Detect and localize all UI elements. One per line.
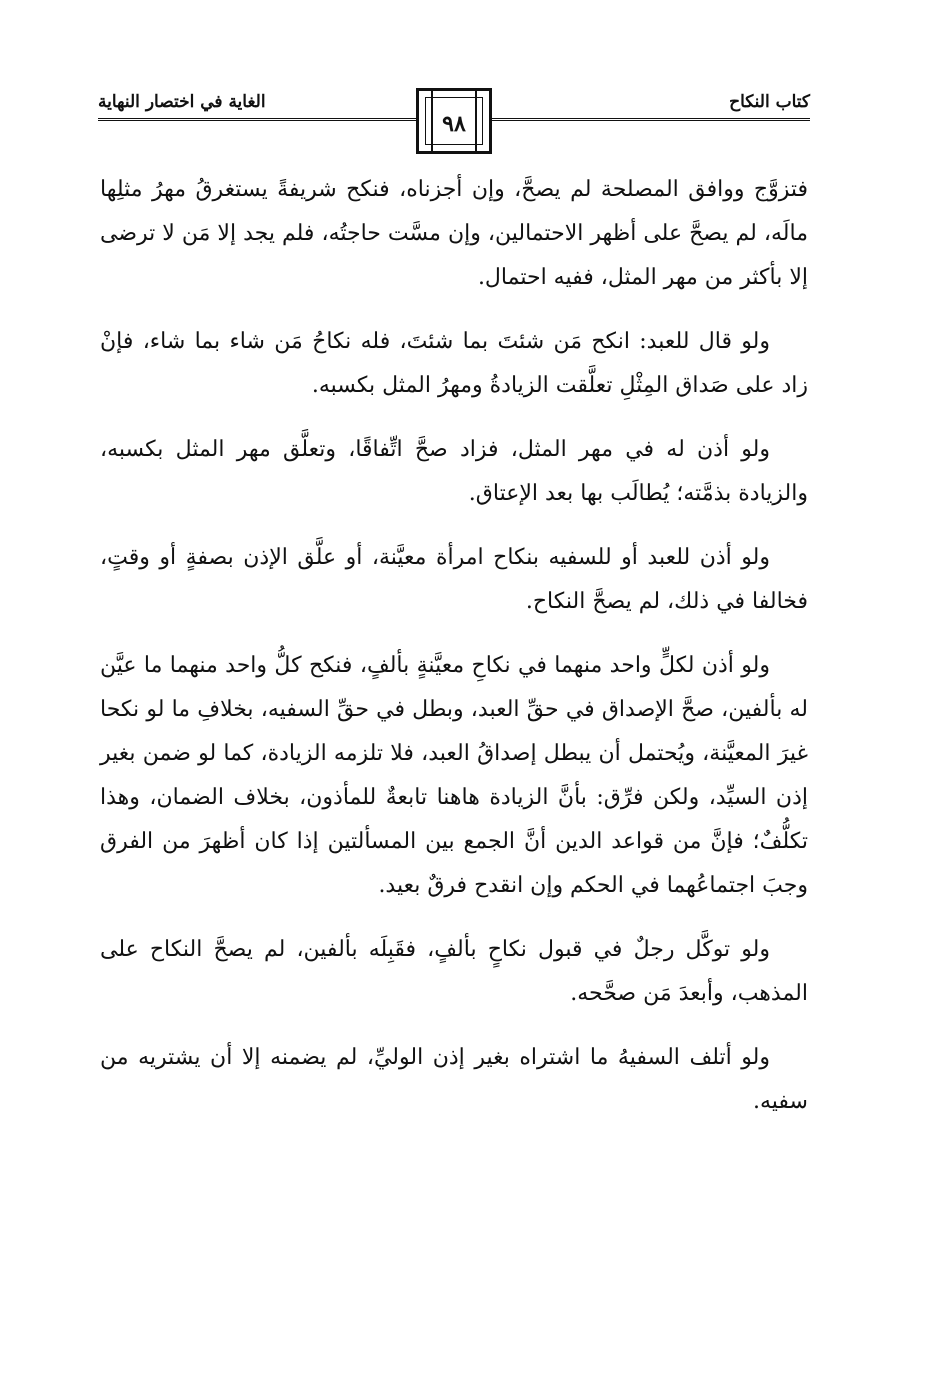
page-number: ٩٨: [442, 111, 466, 137]
paragraph-6: ولو توكَّل رجلٌ في قبول نكاحٍ بألفٍ، فقَبِلَه بألفين، لم يصحَّ النكاح على المذهب، وأبعدَ مَن صحَّحه.: [100, 937, 808, 1006]
chapter-title: كتاب النكاح: [729, 92, 810, 112]
page-body: [100, 168, 808, 1144]
paragraph-2: ولو قال للعبد: انكح مَن شئتَ بما شئتَ، فله نكاحُ مَن شاء بما شاء، فإنْ زاد على صَداق المِثْلِ تعلَّقت الزيادةُ ومهرُ المثل بكسبه.: [100, 329, 808, 398]
paragraph-4: ولو أذن للعبد أو للسفيه بنكاح امرأة معيَّنة، أو علَّق الإذن بصفةٍ أو وقتٍ، فخالفا في ذلك، لم يصحَّ النكاح.: [100, 545, 808, 614]
paragraph-3: ولو أذن له في مهر المثل، فزاد صحَّ اتِّفاقًا، وتعلَّق مهر المثل بكسبه، والزيادة بذمَّته؛ يُطالَب بها بعد الإعتاق.: [100, 437, 808, 506]
page-number-frame: [416, 88, 492, 154]
book-title: الغاية في اختصار النهاية: [98, 92, 266, 112]
header-rule-right: [492, 118, 810, 121]
paragraph-1: فتزوَّج ووافق المصلحة لم يصحَّ، وإن أجزناه، فنكح شريفةً يستغرقُ مهرُ مثلِها مالَه، لم يصحَّ على أظهر الاحتمالين، وإن مسَّت حاجتُه، فلم يجد إلا مَن لا ترضى إلا بأكثر من مهر المثل، ففيه احتمال.: [100, 177, 808, 290]
page-header: [98, 88, 810, 158]
paragraph-5: ولو أذن لكلٍّ واحد منهما في نكاحِ معيَّنةٍ بألفٍ، فنكح كلُّ واحد منهما ما عيَّن له بألفين، صحَّ الإصداق في حقِّ العبد، وبطل في حقِّ السفيه، بخلافِ ما لو نكحا غيرَ المعيَّنة، ويُحتمل أن يبطل إصداقُ العبد، فلا تلزمه الزيادة، كما لو ضمن بغير إذن السيِّد، ولكن فرِّق: بأنَّ الزيادة هاهنا تابعةٌ للمأذون، بخلاف الضمان، وهذا تكلُّفٌ؛ فإنَّ من قواعد الدين أنَّ الجمع بين المسألتين إذا كان أظهرَ من الفرق وجبَ اجتماعُهما في الحكم وإن انقدح فرقٌ بعيد.: [100, 653, 808, 898]
header-rule-left: [98, 118, 416, 121]
paragraph-7: ولو أتلف السفيهُ ما اشتراه بغير إذن الوليِّ، لم يضمنه إلا أن يشتريه من سفيه.: [100, 1045, 808, 1114]
